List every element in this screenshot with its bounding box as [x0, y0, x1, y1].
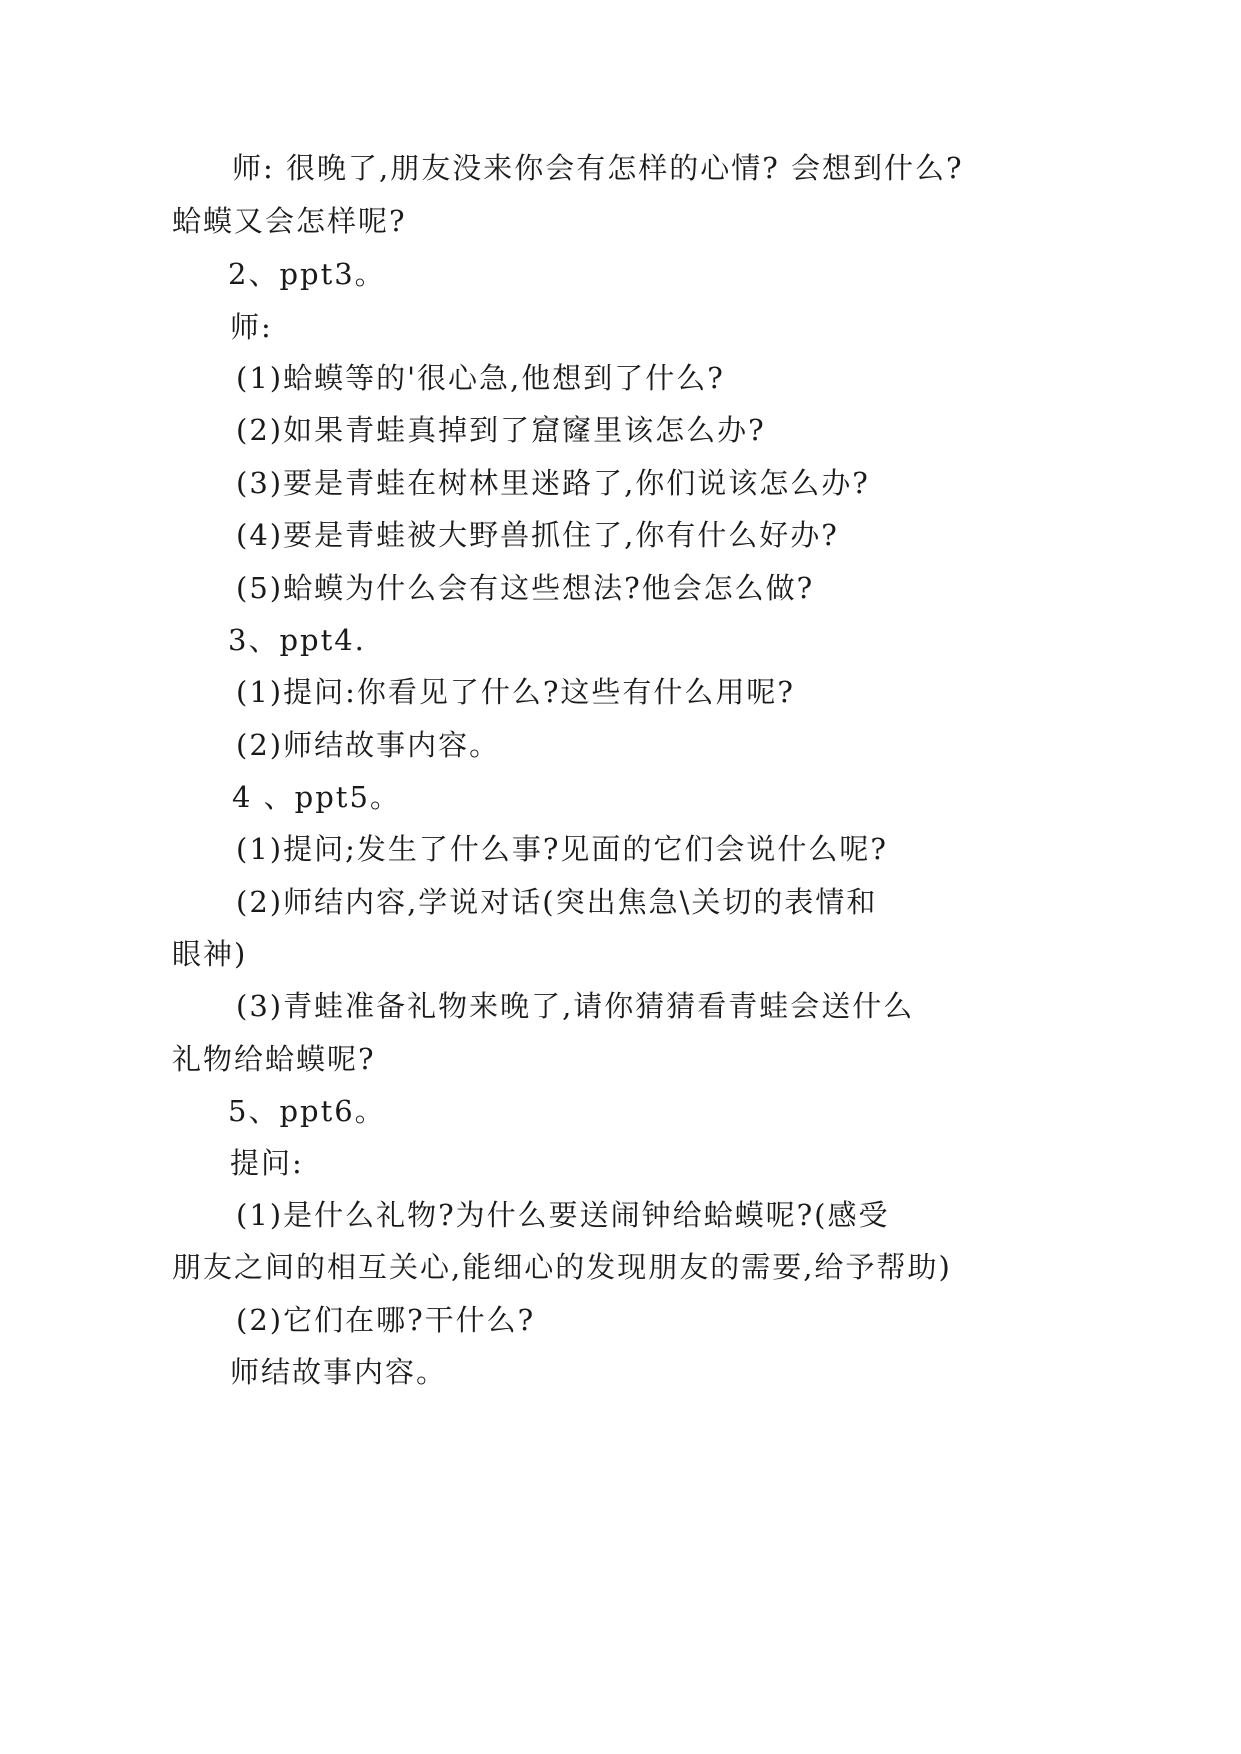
text-line: (1)蛤蟆等的'很心急,他想到了什么?	[236, 361, 725, 395]
text-line: 提问:	[230, 1146, 304, 1180]
text-line: (1)提问:你看见了什么?这些有什么用呢?	[236, 675, 795, 709]
text-line: (5)蛤蟆为什么会有这些想法?他会怎么做?	[236, 571, 815, 605]
text-line: (2)师结内容,学说对话(突出焦急\关切的表情和	[236, 885, 878, 919]
text-line: (1)是什么礼物?为什么要送闹钟给蛤蟆呢?(感受	[236, 1198, 890, 1232]
text-line: (3)要是青蛙在树林里迷路了,你们说该怎么办?	[236, 466, 870, 500]
text-line: 蛤蟆又会怎样呢?	[172, 204, 407, 238]
text-line: (3)青蛙准备礼物来晚了,请你猜猜看青蛙会送什么	[236, 989, 915, 1023]
text-line: 师结故事内容。	[230, 1355, 448, 1389]
text-line: 3、ppt4.	[228, 623, 366, 657]
text-line: (1)提问;发生了什么事?见面的它们会说什么呢?	[236, 832, 888, 866]
text-line: 师: 很晚了,朋友没来你会有怎样的心情? 会想到什么?	[232, 151, 964, 185]
text-line: 朋友之间的相互关心,能细心的发现朋友的需要,给予帮助)	[172, 1250, 952, 1284]
text-line: (2)如果青蛙真掉到了窟窿里该怎么办?	[236, 413, 766, 447]
text-line: (4)要是青蛙被大野兽抓住了,你有什么好办?	[236, 518, 839, 552]
text-line: (2)它们在哪?干什么?	[236, 1303, 536, 1337]
text-line: 5、ppt6。	[228, 1094, 386, 1128]
text-line: 2、ppt3。	[228, 257, 386, 291]
text-line: 4 、ppt5。	[232, 780, 401, 814]
text-line: (2)师结故事内容。	[236, 728, 501, 762]
text-line: 礼物给蛤蟆呢?	[172, 1042, 376, 1076]
text-line: 师:	[230, 310, 273, 344]
text-line: 眼神)	[172, 937, 248, 971]
